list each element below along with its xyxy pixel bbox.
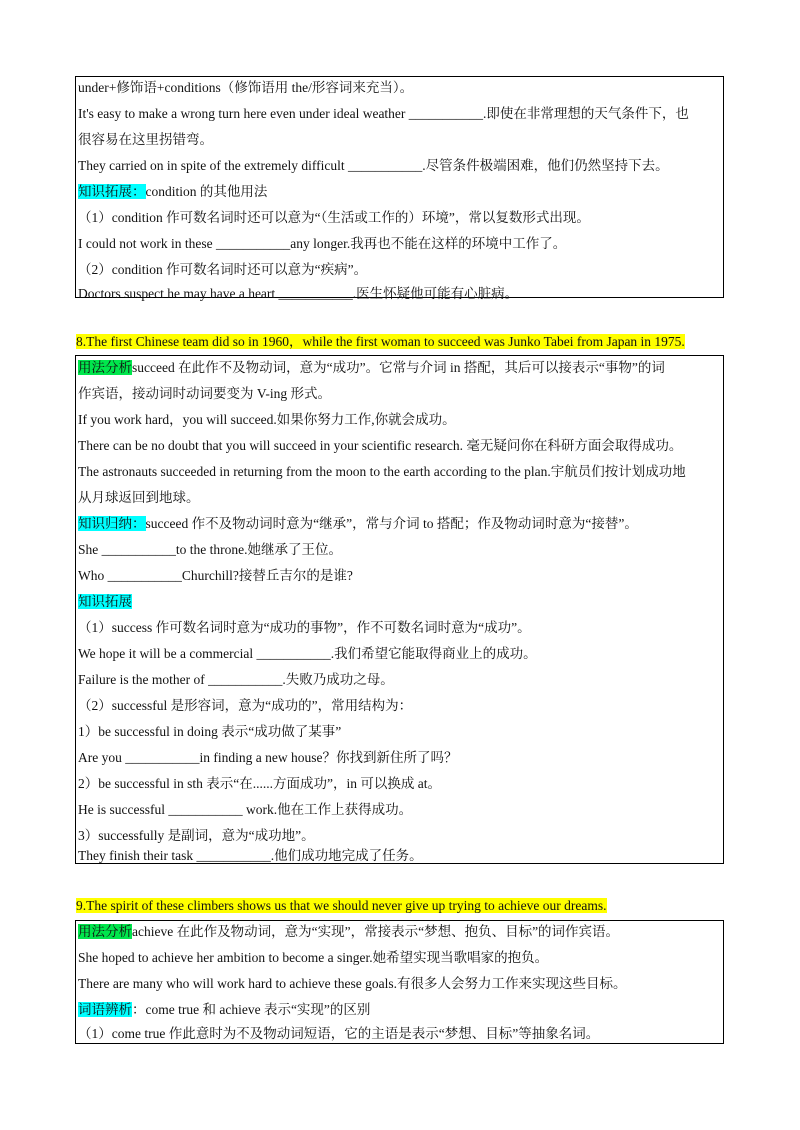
label-usage-analysis: 用法分析 [78, 360, 132, 375]
text-line: （1）come true 作此意时为不及物动词短语，它的主语是表示“梦想、目标”等抽象名词。 [78, 1026, 600, 1041]
content-box-1 [75, 76, 724, 301]
label-word-discrimination: 词语辨析 [78, 1002, 132, 1017]
text-line: There are many who will work hard to achieve these goals.有很多人会努力工作来实现这些目标。 [78, 976, 627, 991]
text-segment: ：come true 和 achieve 表示“实现”的区别 [132, 1002, 371, 1017]
text-line: 作宾语，接动词时动词要变为 V-ing 形式。 [78, 386, 332, 401]
text-line [78, 593, 721, 611]
text-line: I could not work in these ___________any longer.我再也不能在这样的环境中工作了。 [78, 236, 567, 251]
text-line: It's easy to make a wrong turn here even under ideal weather ___________.即使在非常理想的天气条件下，也 [78, 106, 689, 121]
text-line: The astronauts succeeded in returning from the moon to the earth according to the plan.宇航员们按计划成功地 [78, 464, 686, 479]
text-line: If you work hard，you will succeed.如果你努力工作,你就会成功。 [78, 412, 456, 427]
text-segment: achieve 在此作及物动词，意为“实现”，常接表示“梦想、抱负、目标”的词作宾语。 [132, 924, 620, 939]
text-line: （2）successful 是形容词，意为“成功的”，常用结构为： [78, 698, 413, 713]
text-line: Doctors suspect he may have a heart ___________.医生怀疑他可能有心脏病。 [78, 286, 519, 301]
text-line: They carried on in spite of the extremely difficult ___________.尽管条件极端困难，他们仍然坚持下去。 [78, 158, 669, 173]
text-line: There can be no doubt that you will succeed in your scientific research. 毫无疑问你在科研方面会取得成功。 [78, 438, 683, 453]
text-line [78, 515, 721, 533]
section-heading-9 [76, 897, 607, 915]
text-line: 很容易在这里拐错弯。 [78, 132, 213, 147]
label-knowledge-summary: 知识归纳： [78, 516, 146, 531]
text-segment: condition 的其他用法 [145, 184, 268, 199]
text-line: （1）success 作可数名词时意为“成功的事物”，作不可数名词时意为“成功”。 [78, 620, 531, 635]
text-line [78, 183, 721, 201]
text-line: （2）condition 作可数名词时还可以意为“疾病”。 [78, 262, 368, 277]
text-line: （1）condition 作可数名词时还可以意为“（生活或工作的）环境”，常以复数形式出现。 [78, 210, 590, 225]
text-line: She ___________to the throne.她继承了王位。 [78, 542, 342, 557]
content-box-3 [75, 920, 724, 1044]
text-line [78, 923, 721, 941]
text-line: Failure is the mother of ___________.失败乃成功之母。 [78, 672, 394, 687]
text-line [78, 1001, 721, 1019]
text-line: 1）be successful in doing 表示“成功做了某事” [78, 724, 342, 739]
text-line: under+修饰语+conditions（修饰语用 the/形容词来充当）。 [78, 80, 414, 95]
heading-text: 8.The first Chinese team did so in 1960，while the first woman to succeed was Junko Tabei from Japan in 1975. [76, 334, 685, 349]
text-line: Who ___________Churchill?接替丘吉尔的是谁? [78, 568, 353, 583]
text-line: They finish their task ___________.他们成功地完成了任务。 [78, 848, 423, 863]
text-line [78, 359, 721, 377]
label-usage-analysis: 用法分析 [78, 924, 132, 939]
content-box-2 [75, 355, 724, 864]
text-segment: succeed 作不及物动词时意为“继承”，常与介词 to 搭配；作及物动词时意为“接替”。 [145, 516, 638, 531]
label-knowledge-extension: 知识拓展： [78, 184, 146, 199]
text-line: We hope it will be a commercial ___________.我们希望它能取得商业上的成功。 [78, 646, 537, 661]
label-knowledge-extension: 知识拓展 [78, 594, 132, 609]
heading-text: 9.The spirit of these climbers shows us that we should never give up trying to achieve our dreams. [76, 898, 607, 913]
text-line: Are you ___________in finding a new house？你找到新住所了吗？ [78, 750, 458, 765]
text-line: She hoped to achieve her ambition to become a singer.她希望实现当歌唱家的抱负。 [78, 950, 549, 965]
section-heading-8 [76, 333, 685, 351]
text-line: 从月球返回到地球。 [78, 490, 200, 505]
text-segment: succeed 在此作不及物动词，意为“成功”。它常与介词 in 搭配，其后可以接表示“事物”的词 [132, 360, 665, 375]
text-line: He is successful ___________ work.他在工作上获得成功。 [78, 802, 413, 817]
text-line: 3）successfully 是副词，意为“成功地”。 [78, 828, 315, 843]
text-line: 2）be successful in sth 表示“在......方面成功”，in 可以换成 at。 [78, 776, 441, 791]
